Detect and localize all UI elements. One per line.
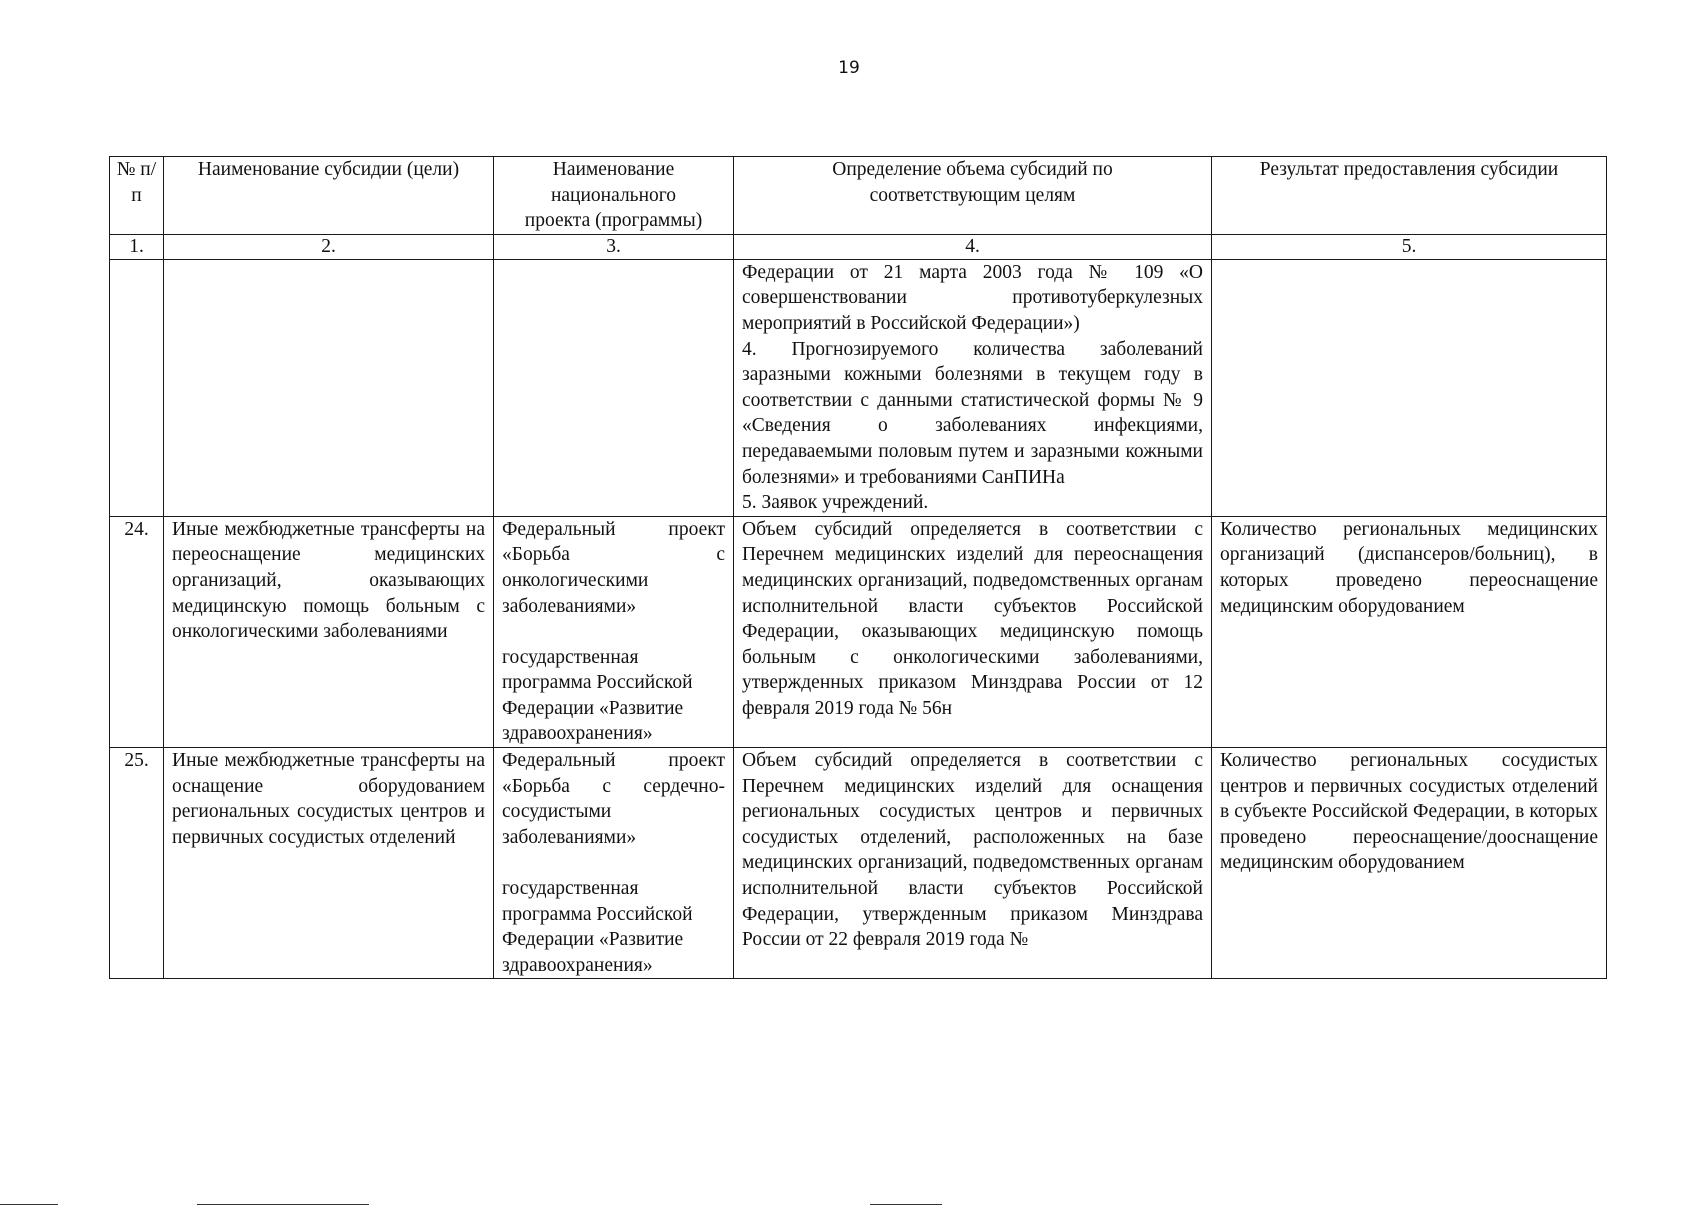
column-number: 2.: [164, 234, 494, 259]
volume-definition: Объем субсидий определяется в соответствии с Перечнем медицинских изделий для оснащения региональных сосудистых центров и первичных сосудистых отделений, расположенных на базе медицинских организаций, подведомственных органам исполнительной власти субъектов Российской Федерации, утвержденным приказом Минздрава России от 22 февраля 2019 года №: [734, 748, 1212, 979]
table-header-row: [110, 157, 1607, 235]
table-cell-empty: [164, 259, 494, 516]
volume-definition: Объем субсидий определяется в соответствии с Перечнем медицинских изделий для переоснащения медицинских организаций, подведомственных органам исполнительной власти субъектов Российской Федерации, оказывающих медицинскую помощь больным с онкологическими заболеваниями, утвержденных приказом Минздрава России от 12 февраля 2019 года № 56н: [734, 516, 1212, 747]
table-cell-volume: [734, 259, 1212, 516]
volume-paragraph: Федерации от 21 марта 2003 года № 109 «О совершенствовании противотуберкулезных мероприятий в Российской Федерации»): [742, 261, 1203, 334]
column-number: 5.: [1212, 234, 1607, 259]
header-volume-definition: Определение объема субсидий по соответствующим целям: [734, 157, 1212, 235]
project-federal: Федеральный проект «Борьба с онкологическими заболеваниями»: [502, 518, 725, 617]
table-cell-empty: [494, 259, 734, 516]
header-subsidy-name: Наименование субсидии (цели): [164, 157, 494, 235]
row-number: 25.: [110, 748, 164, 979]
subsidy-name: Иные межбюджетные трансферты на оснащение оборудованием региональных сосудистых центров и первичных сосудистых отделений: [164, 748, 494, 979]
project-name: [494, 748, 734, 979]
table-cell-empty: [1212, 259, 1607, 516]
project-name: [494, 516, 734, 747]
header-project-name: Наименование национального проекта (программы): [494, 157, 734, 235]
project-state-program: государственная программа Российской Федерации «Развитие здравоохранения»: [502, 878, 693, 976]
header-number: № п/п: [110, 157, 164, 235]
subsidy-table: [109, 156, 1607, 979]
column-number: 4.: [734, 234, 1212, 259]
project-federal: Федеральный проект «Борьба с сердечно-сосудистыми заболеваниями»: [502, 750, 725, 848]
volume-paragraph: 4. Прогнозируемого количества заболеваний заразными кожными болезнями в текущем году в соответствии с данными статистической формы № 9 «Сведения о заболеваниях инфекциями, передаваемыми половым путем и заразными кожными болезнями» и требованиями СанПИНа: [742, 338, 1203, 488]
project-state-program: государственная программа Российской Федерации «Развитие здравоохранения»: [502, 646, 693, 745]
column-number: 1.: [110, 234, 164, 259]
spacer: [502, 619, 725, 645]
subsidy-result: Количество региональных сосудистых центров и первичных сосудистых отделений в субъекте Российской Федерации, в которых проведено переоснащение/дооснащение медицинским оборудованием: [1212, 748, 1607, 979]
subsidy-result: Количество региональных медицинских организаций (диспансеров/больниц), в которых проведено переоснащение медицинским оборудованием: [1212, 516, 1607, 747]
page-number: 19: [838, 58, 860, 78]
subsidy-name: Иные межбюджетные трансферты на переоснащение медицинских организаций, оказывающих медицинскую помощь больным с онкологическими заболеваниями: [164, 516, 494, 747]
spacer: [502, 850, 725, 876]
table-cell-empty: [110, 259, 164, 516]
table-row-25: [110, 748, 1607, 979]
header-result: Результат предоставления субсидии: [1212, 157, 1607, 235]
volume-paragraph: 5. Заявок учреждений.: [742, 492, 929, 514]
column-number: 3.: [494, 234, 734, 259]
column-number-row: [110, 234, 1607, 259]
row-number: 24.: [110, 516, 164, 747]
table-row-24: [110, 516, 1607, 747]
table-row-continuation: [110, 259, 1607, 516]
